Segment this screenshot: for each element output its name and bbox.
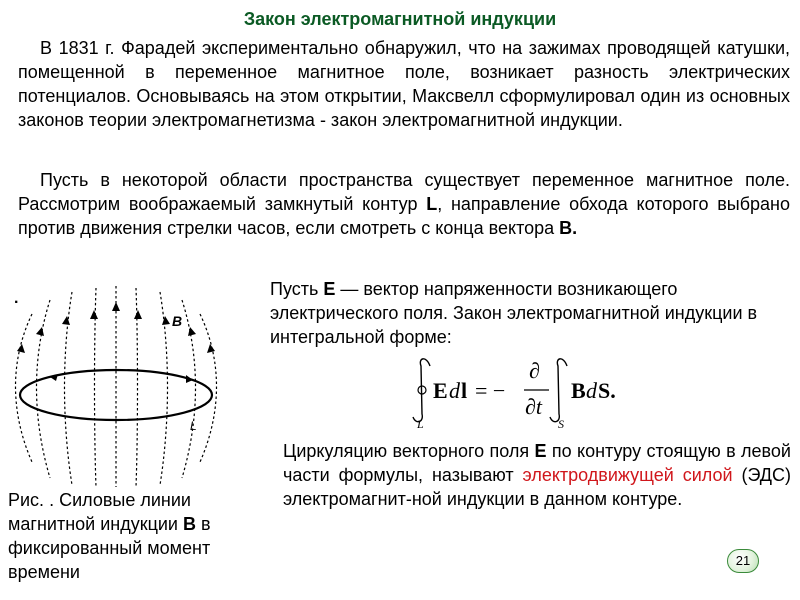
paragraph-contour-text: Пусть в некоторой области пространства существует переменное магнитное поле. Рассмотрим воображаемый замкнутый контур xyxy=(18,170,790,214)
vector-E-label: E xyxy=(323,279,336,299)
emf-text: Циркуляцию векторного поля xyxy=(283,441,535,461)
vector-E-label-2: E xyxy=(534,441,547,461)
formula-partial-t: ∂t xyxy=(525,394,542,419)
surface-integral-sign xyxy=(550,359,567,422)
emf-term: электродвижущей силой xyxy=(522,465,733,485)
integral-sub-L: L xyxy=(417,417,424,431)
magnetic-field-lines-figure xyxy=(10,282,222,492)
formula-S: S. xyxy=(598,378,616,403)
formula-partial: ∂ xyxy=(529,358,540,383)
paragraph-electric-field xyxy=(270,277,790,349)
page-number-badge[interactable]: 21 xyxy=(727,549,759,573)
contour-integral-sign xyxy=(413,359,430,422)
formula-E: E xyxy=(433,378,448,403)
caption-text: Рис. . Силовые линии магнитной индукции xyxy=(8,490,191,534)
paragraph-emf xyxy=(283,439,791,511)
formula-B: B xyxy=(571,378,586,403)
contour-label-L: L xyxy=(426,194,438,214)
paragraph-faraday-text: В 1831 г. Фарадей экспериментально обнаружил, что на зажимах проводящей катушки, помещенной в переменное магнитное поле, возникает разность электрических потенциалов. Основываясь на этом открытии, Максвелл сформулировал один из основных законов теории электромагнетизма - закон электромагнитной индукции. xyxy=(18,38,790,130)
slide-title: Закон электромагнитной индукции xyxy=(243,9,557,29)
integral-sub-S: S xyxy=(558,417,564,431)
formula-l: l xyxy=(461,378,468,403)
emf-text-3: (ЭДС) электромагнит-ной индукции в данном контуре. xyxy=(283,465,791,509)
paragraph-contour xyxy=(18,168,790,240)
electric-field-text-2: — вектор напряженности возникающего электрического поля. Закон электромагнитной индукции в интегральной форме: xyxy=(270,279,758,347)
formula-equals-minus: = − xyxy=(475,378,506,403)
figure-dot: . xyxy=(14,290,19,307)
formula-d2: d xyxy=(586,378,597,403)
figure-label-L: L xyxy=(190,419,197,433)
emf-text-2: по контуру стоящую в левой части формулы, называют xyxy=(283,441,791,485)
vector-B-label: B. xyxy=(559,218,578,238)
electric-field-text: Пусть xyxy=(270,279,324,299)
induction-law-formula xyxy=(405,352,645,434)
paragraph-faraday xyxy=(18,36,790,132)
formula-d1: d xyxy=(449,378,460,403)
caption-text-2: в фиксированный момент времени xyxy=(8,514,211,582)
figure-label-B: B xyxy=(172,313,183,329)
figure-caption xyxy=(8,488,268,584)
paragraph-contour-text-2: , направление обхода которого выбрано против движения стрелки часов, если смотреть с конца вектора xyxy=(18,194,790,238)
caption-B: В xyxy=(183,514,196,534)
field-lines xyxy=(16,286,217,487)
